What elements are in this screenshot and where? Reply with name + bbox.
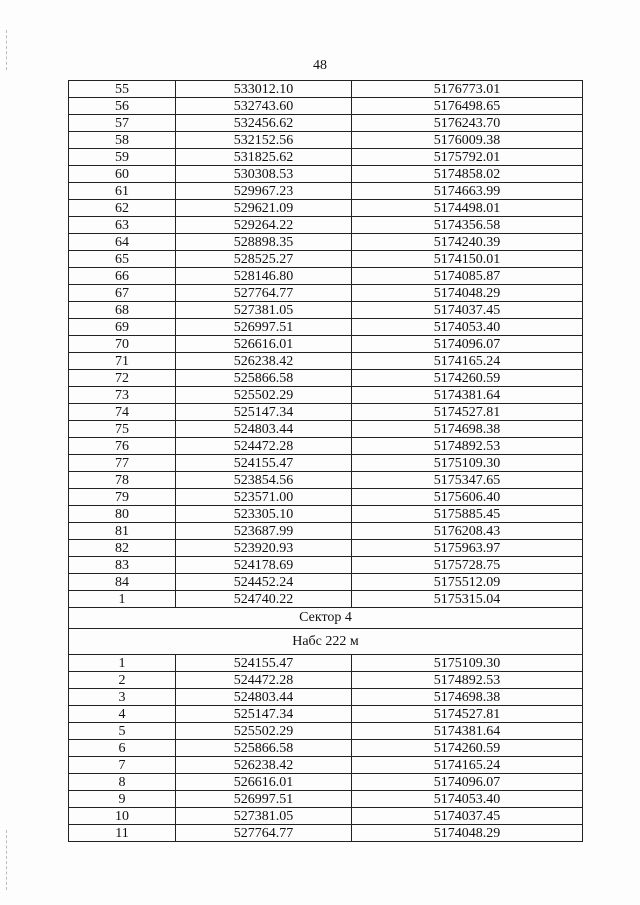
y-coordinate-cell: 5174048.29 [352, 285, 583, 302]
point-number-cell: 77 [69, 455, 176, 472]
y-coordinate-cell: 5174892.53 [352, 438, 583, 455]
point-number-cell: 83 [69, 557, 176, 574]
table-row [69, 808, 583, 825]
y-coordinate-cell: 5174381.64 [352, 723, 583, 740]
table-row [69, 757, 583, 774]
y-coordinate-cell: 5175315.04 [352, 591, 583, 608]
point-number-cell: 82 [69, 540, 176, 557]
x-coordinate-cell: 528525.27 [176, 251, 352, 268]
table-row [69, 557, 583, 574]
sector-height-row [69, 629, 583, 655]
y-coordinate-cell: 5175728.75 [352, 557, 583, 574]
table-row [69, 825, 583, 842]
y-coordinate-cell: 5175347.65 [352, 472, 583, 489]
x-coordinate-cell: 525502.29 [176, 723, 352, 740]
y-coordinate-cell: 5174037.45 [352, 302, 583, 319]
y-coordinate-cell: 5174498.01 [352, 200, 583, 217]
y-coordinate-cell: 5176773.01 [352, 81, 583, 98]
sector-title-row [69, 608, 583, 629]
point-number-cell: 63 [69, 217, 176, 234]
table-row [69, 574, 583, 591]
point-number-cell: 68 [69, 302, 176, 319]
table-row [69, 523, 583, 540]
table-row [69, 319, 583, 336]
x-coordinate-cell: 526238.42 [176, 757, 352, 774]
table-row [69, 251, 583, 268]
point-number-cell: 1 [69, 591, 176, 608]
y-coordinate-cell: 5174048.29 [352, 825, 583, 842]
x-coordinate-cell: 530308.53 [176, 166, 352, 183]
point-number-cell: 73 [69, 387, 176, 404]
point-number-cell: 78 [69, 472, 176, 489]
point-number-cell: 59 [69, 149, 176, 166]
point-number-cell: 4 [69, 706, 176, 723]
y-coordinate-cell: 5174858.02 [352, 166, 583, 183]
x-coordinate-cell: 529264.22 [176, 217, 352, 234]
x-coordinate-cell: 526997.51 [176, 791, 352, 808]
x-coordinate-cell: 525866.58 [176, 370, 352, 387]
point-number-cell: 2 [69, 672, 176, 689]
y-coordinate-cell: 5174527.81 [352, 706, 583, 723]
table-row [69, 166, 583, 183]
table-row [69, 506, 583, 523]
point-number-cell: 67 [69, 285, 176, 302]
scan-margin-mark [6, 830, 7, 890]
y-coordinate-cell: 5174053.40 [352, 791, 583, 808]
point-number-cell: 75 [69, 421, 176, 438]
x-coordinate-cell: 526997.51 [176, 319, 352, 336]
table-row [69, 387, 583, 404]
table-row [69, 489, 583, 506]
x-coordinate-cell: 528146.80 [176, 268, 352, 285]
point-number-cell: 84 [69, 574, 176, 591]
table-row [69, 723, 583, 740]
x-coordinate-cell: 532743.60 [176, 98, 352, 115]
y-coordinate-cell: 5175885.45 [352, 506, 583, 523]
point-number-cell: 3 [69, 689, 176, 706]
point-number-cell: 72 [69, 370, 176, 387]
y-coordinate-cell: 5175109.30 [352, 455, 583, 472]
table-row [69, 98, 583, 115]
x-coordinate-cell: 526616.01 [176, 336, 352, 353]
x-coordinate-cell: 523687.99 [176, 523, 352, 540]
point-number-cell: 1 [69, 655, 176, 672]
coordinates-rows-before [69, 81, 583, 608]
x-coordinate-cell: 524155.47 [176, 655, 352, 672]
x-coordinate-cell: 527764.77 [176, 285, 352, 302]
table-row [69, 455, 583, 472]
y-coordinate-cell: 5174240.39 [352, 234, 583, 251]
x-coordinate-cell: 523305.10 [176, 506, 352, 523]
sector-title: Сектор 4 [69, 608, 583, 629]
x-coordinate-cell: 527764.77 [176, 825, 352, 842]
x-coordinate-cell: 533012.10 [176, 81, 352, 98]
point-number-cell: 81 [69, 523, 176, 540]
y-coordinate-cell: 5174698.38 [352, 689, 583, 706]
point-number-cell: 71 [69, 353, 176, 370]
table-row [69, 404, 583, 421]
table-row [69, 268, 583, 285]
table-row [69, 438, 583, 455]
x-coordinate-cell: 524740.22 [176, 591, 352, 608]
point-number-cell: 65 [69, 251, 176, 268]
x-coordinate-cell: 529967.23 [176, 183, 352, 200]
x-coordinate-cell: 523854.56 [176, 472, 352, 489]
table-row [69, 183, 583, 200]
x-coordinate-cell: 524472.28 [176, 438, 352, 455]
table-row [69, 472, 583, 489]
x-coordinate-cell: 524452.24 [176, 574, 352, 591]
table-row [69, 421, 583, 438]
table-row [69, 115, 583, 132]
y-coordinate-cell: 5175512.09 [352, 574, 583, 591]
point-number-cell: 55 [69, 81, 176, 98]
point-number-cell: 11 [69, 825, 176, 842]
point-number-cell: 7 [69, 757, 176, 774]
y-coordinate-cell: 5174381.64 [352, 387, 583, 404]
table-row [69, 740, 583, 757]
y-coordinate-cell: 5174260.59 [352, 740, 583, 757]
y-coordinate-cell: 5174356.58 [352, 217, 583, 234]
y-coordinate-cell: 5174527.81 [352, 404, 583, 421]
coordinates-table [68, 80, 583, 842]
table-row [69, 791, 583, 808]
y-coordinate-cell: 5174096.07 [352, 336, 583, 353]
table-row [69, 540, 583, 557]
point-number-cell: 9 [69, 791, 176, 808]
point-number-cell: 79 [69, 489, 176, 506]
point-number-cell: 10 [69, 808, 176, 825]
y-coordinate-cell: 5174037.45 [352, 808, 583, 825]
x-coordinate-cell: 524155.47 [176, 455, 352, 472]
page-number: 48 [313, 58, 327, 73]
y-coordinate-cell: 5176243.70 [352, 115, 583, 132]
x-coordinate-cell: 523920.93 [176, 540, 352, 557]
point-number-cell: 64 [69, 234, 176, 251]
y-coordinate-cell: 5174663.99 [352, 183, 583, 200]
table-row [69, 81, 583, 98]
y-coordinate-cell: 5174892.53 [352, 672, 583, 689]
table-row [69, 234, 583, 251]
x-coordinate-cell: 527381.05 [176, 808, 352, 825]
point-number-cell: 61 [69, 183, 176, 200]
table-row [69, 336, 583, 353]
sector-height-label: Набс 222 м [69, 629, 583, 655]
x-coordinate-cell: 524472.28 [176, 672, 352, 689]
point-number-cell: 57 [69, 115, 176, 132]
table-row [69, 655, 583, 672]
x-coordinate-cell: 528898.35 [176, 234, 352, 251]
x-coordinate-cell: 527381.05 [176, 302, 352, 319]
point-number-cell: 70 [69, 336, 176, 353]
point-number-cell: 5 [69, 723, 176, 740]
y-coordinate-cell: 5174053.40 [352, 319, 583, 336]
x-coordinate-cell: 524178.69 [176, 557, 352, 574]
table-row [69, 217, 583, 234]
table-row [69, 149, 583, 166]
coordinates-rows-sector [69, 655, 583, 842]
point-number-cell: 76 [69, 438, 176, 455]
x-coordinate-cell: 523571.00 [176, 489, 352, 506]
y-coordinate-cell: 5174165.24 [352, 757, 583, 774]
y-coordinate-cell: 5174260.59 [352, 370, 583, 387]
y-coordinate-cell: 5174165.24 [352, 353, 583, 370]
table-row [69, 774, 583, 791]
y-coordinate-cell: 5175963.97 [352, 540, 583, 557]
y-coordinate-cell: 5174096.07 [352, 774, 583, 791]
point-number-cell: 74 [69, 404, 176, 421]
point-number-cell: 69 [69, 319, 176, 336]
x-coordinate-cell: 529621.09 [176, 200, 352, 217]
y-coordinate-cell: 5175109.30 [352, 655, 583, 672]
point-number-cell: 58 [69, 132, 176, 149]
table-row [69, 302, 583, 319]
x-coordinate-cell: 532152.56 [176, 132, 352, 149]
point-number-cell: 62 [69, 200, 176, 217]
x-coordinate-cell: 526616.01 [176, 774, 352, 791]
y-coordinate-cell: 5174085.87 [352, 268, 583, 285]
table-row [69, 591, 583, 608]
y-coordinate-cell: 5174150.01 [352, 251, 583, 268]
x-coordinate-cell: 531825.62 [176, 149, 352, 166]
point-number-cell: 66 [69, 268, 176, 285]
x-coordinate-cell: 525147.34 [176, 706, 352, 723]
y-coordinate-cell: 5174698.38 [352, 421, 583, 438]
scan-margin-mark [6, 30, 7, 70]
x-coordinate-cell: 524803.44 [176, 421, 352, 438]
y-coordinate-cell: 5176009.38 [352, 132, 583, 149]
point-number-cell: 8 [69, 774, 176, 791]
point-number-cell: 56 [69, 98, 176, 115]
y-coordinate-cell: 5175606.40 [352, 489, 583, 506]
x-coordinate-cell: 525866.58 [176, 740, 352, 757]
point-number-cell: 6 [69, 740, 176, 757]
x-coordinate-cell: 526238.42 [176, 353, 352, 370]
point-number-cell: 80 [69, 506, 176, 523]
table-row [69, 370, 583, 387]
table-row [69, 200, 583, 217]
table-row [69, 285, 583, 302]
point-number-cell: 60 [69, 166, 176, 183]
table-row [69, 672, 583, 689]
x-coordinate-cell: 532456.62 [176, 115, 352, 132]
table-row [69, 689, 583, 706]
table-row [69, 706, 583, 723]
y-coordinate-cell: 5176498.65 [352, 98, 583, 115]
table-row [69, 353, 583, 370]
x-coordinate-cell: 525147.34 [176, 404, 352, 421]
y-coordinate-cell: 5176208.43 [352, 523, 583, 540]
x-coordinate-cell: 524803.44 [176, 689, 352, 706]
x-coordinate-cell: 525502.29 [176, 387, 352, 404]
y-coordinate-cell: 5175792.01 [352, 149, 583, 166]
sector-header [69, 608, 583, 655]
table-row [69, 132, 583, 149]
